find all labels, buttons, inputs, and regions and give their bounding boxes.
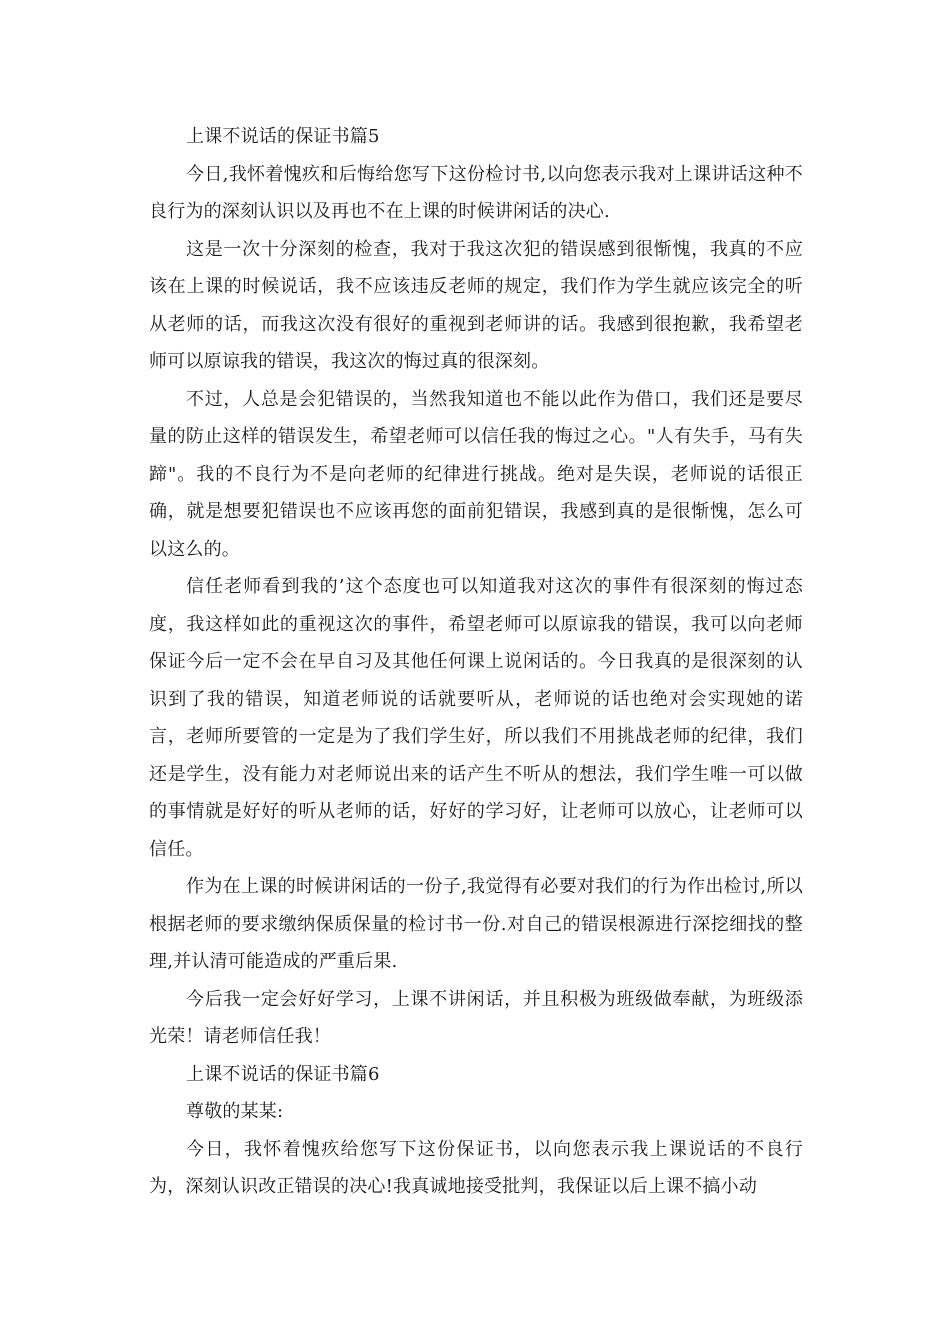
paragraph-6: 今后我一定会好好学习，上课不讲闲话，并且积极为班级做奉献，为班级添光荣！请老师信任我！ — [149, 988, 803, 1047]
paragraph-3: 不过，人总是会犯错误的，当然我知道也不能以此作为借口，我们还是要尽量的防止这样的错误发生，希望老师可以信任我的悔过之心。"人有失手，马有失蹄"。我的不良行为不是向老师的纪律进行挑战。绝对是失误，老师说的话很正确，就是想要犯错误也不应该再您的面前犯错误，我感到真的是很惭愧，怎么可以这么的。 — [149, 388, 803, 560]
paragraph-4: 信任老师看到我的’这个态度也可以知道我对这次的事件有很深刻的悔过态度，我这样如此的重视这次的事件，希望老师可以原谅我的错误，我可以向老师保证今后一定不会在早自习及其他任何课上说闲话的。今日我真的是很深刻的认识到了我的错误，知道老师说的话就要听从，老师说的话也绝对会实现她的诺言，老师所要管的一定是为了我们学生好，所以我们不用挑战老师的纪律，我们还是学生，没有能力对老师说出来的话产生不听从的想法，我们学生唯一可以做的事情就是好好的听从老师的话，好好的学习好，让老师可以放心，让老师可以信任。 — [149, 576, 803, 860]
salutation: 尊敬的某某: — [186, 1101, 284, 1122]
paragraph-2: 这是一次十分深刻的检查，我对于我这次犯的错误感到很惭愧，我真的不应该在上课的时候说话，我不应该违反老师的规定，我们作为学生就应该完全的听从老师的话，而我这次没有很好的重视到老师讲的话。我感到很抱歉，我希望老师可以原谅我的错误，我这次的悔过真的很深刻。 — [149, 238, 803, 372]
section-heading-6: 上课不说话的保证书篇6 — [186, 1063, 380, 1085]
document-body — [149, 118, 803, 1206]
section-heading-5: 上课不说话的保证书篇5 — [186, 126, 380, 147]
paragraph-1: 今日,我怀着愧疚和后悔给您写下这份检讨书,以向您表示我对上课讲话这种不良行为的深刻认识以及再也不在上课的时候讲闲话的决心. — [149, 163, 803, 222]
paragraph-5: 作为在上课的时候讲闲话的一份子,我觉得有必要对我们的行为作出检讨,所以根据老师的要求缴纳保质保量的检讨书一份.对自己的错误根源进行深挖细找的整理,并认清可能造成的严重后果. — [149, 876, 803, 972]
paragraph-7: 今日，我怀着愧疚给您写下这份保证书，以向您表示我上课说话的不良行为，深刻认识改正错误的决心!我真诚地接受批判，我保证以后上课不搞小动 — [149, 1138, 803, 1197]
